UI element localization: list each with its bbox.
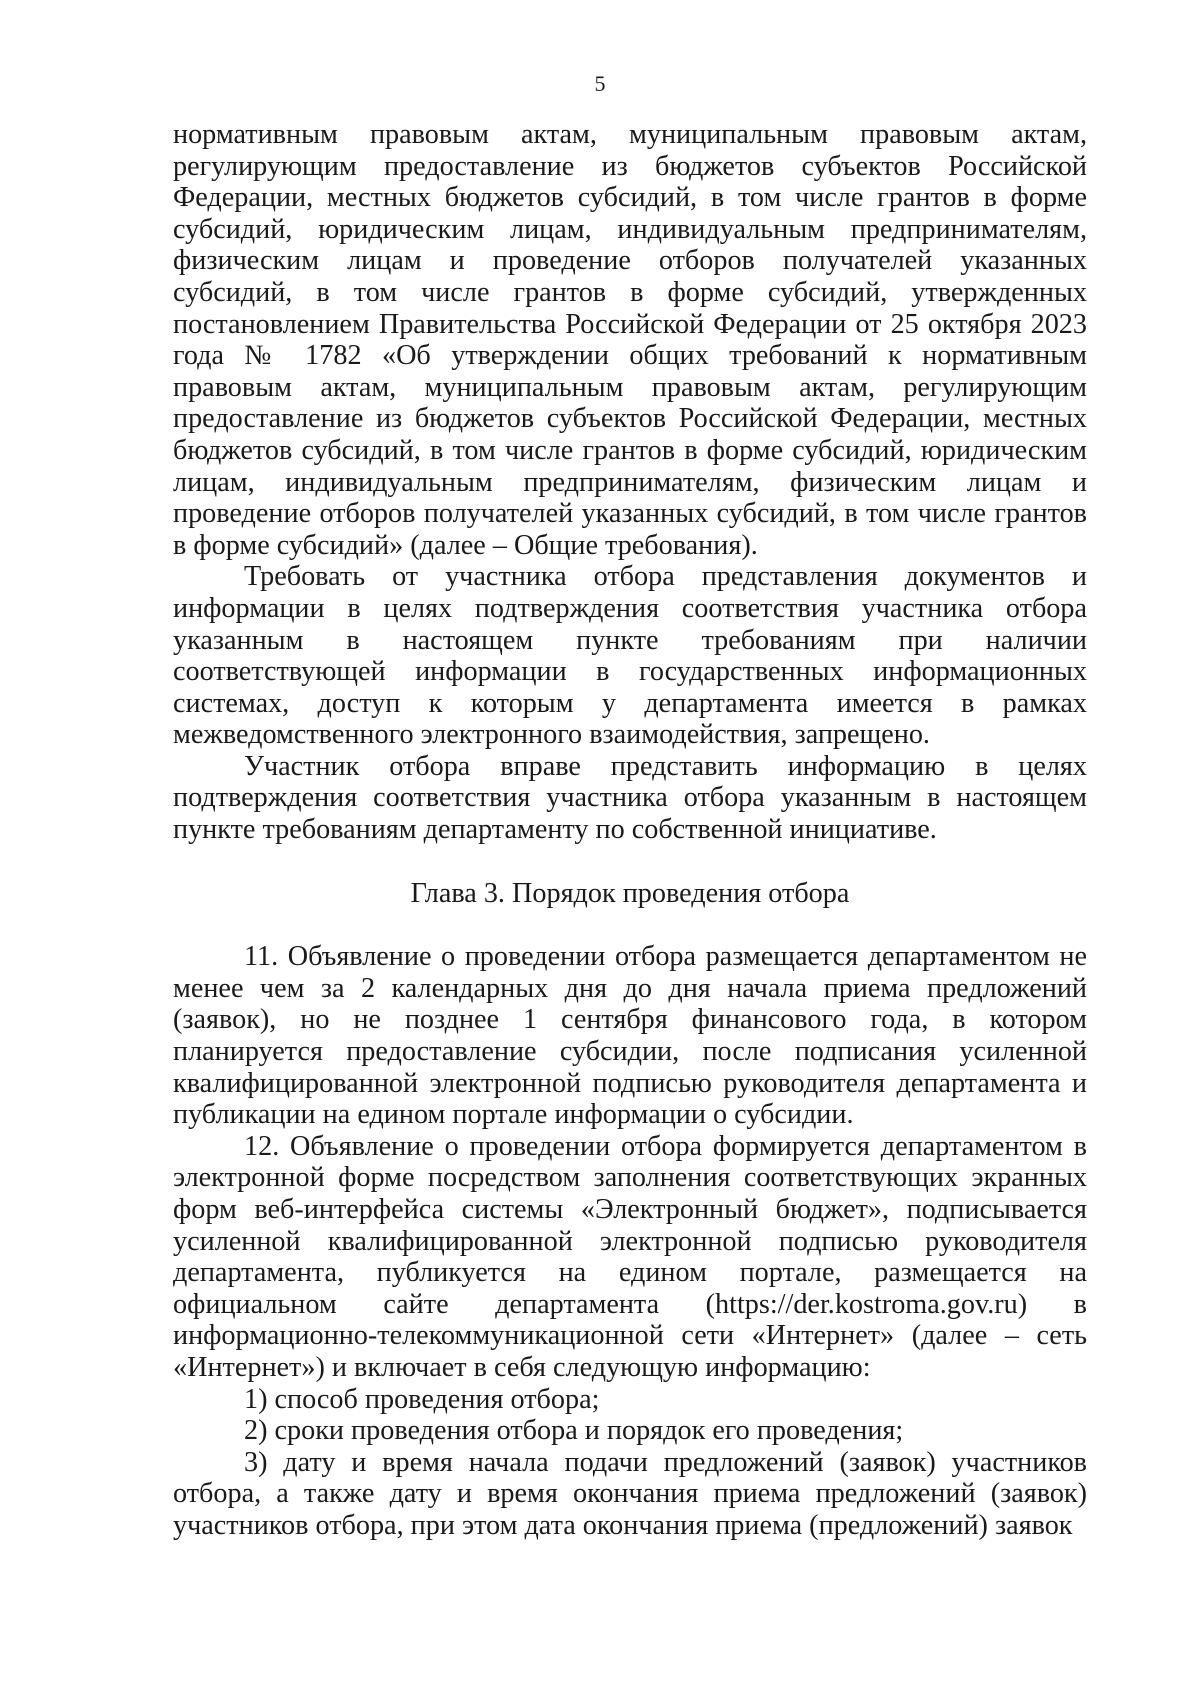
paragraph-continuation: нормативным правовым актам, муниципальным правовым актам, регулирующим предоставление из бюджетов субъектов Российской Федерации, местных бюджетов субсидий, в том числе грантов в форме субсидий, юридическим лицам, индивидуальным предпринимателям, физическим лицам и проведение отборов получателей указанных субсидий, в том числе грантов в форме субсидий, утвержденных постановлением Правительства Российской Федерации от 25 октября 2023 года № 1782 «Об утверждении общих требований к нормативным правовым актам, муниципальным правовым актам, регулирующим предоставление из бюджетов субъектов Российской Федерации, местных бюджетов субсидий, в том числе грантов в форме субсидий, юридическим лицам, индивидуальным предпринимателям, физическим лицам и проведение отборов получателей указанных субсидий, в том числе грантов в форме субсидий» (далее – Общие требования). (173, 119, 1087, 561)
document-body (173, 119, 1087, 1542)
list-item: 3) дату и время начала подачи предложений (заявок) участников отбора, а также дату и время окончания приема предложений (заявок) участников отбора, при этом дата окончания приема (предложений) заявок (173, 1446, 1087, 1541)
page-number: 5 (594, 71, 606, 96)
paragraph: Требовать от участника отбора представления документов и информации в целях подтверждения соответствия участника отбора указанным в настоящем пункте требованиям при наличии соответствующей информации в государственных информационных системах, доступ к которым у департамента имеется в рамках межведомственного электронного взаимодействия, запрещено. (173, 561, 1087, 751)
list-item: 1) способ проведения отбора; (244, 1383, 600, 1415)
paragraph-item-11: 11. Объявление о проведении отбора размещается департаментом не менее чем за 2 календарных дня до дня начала приема предложений (заявок), но не позднее 1 сентября финансового года, в котором планируется предоставление субсидии, после подписания усиленной квалифицированной электронной подписью руководителя департамента и публикации на едином портале информации о субсидии. (173, 941, 1087, 1131)
paragraph-item-12: 12. Объявление о проведении отбора формируется департаментом в электронной форме посредством заполнения соответствующих экранных форм веб-интерфейса системы «Электронный бюджет», подписывается усиленной квалифицированной электронной подписью руководителя департамента, публикуется на едином портале, размещается на официальном сайте департамента (https://der.kostroma.gov.ru) в информационно-телекоммуникационной сети «Интернет» (далее – сеть «Интернет») и включает в себя следующую информацию: (173, 1130, 1087, 1383)
paragraph: Участник отбора вправе представить информацию в целях подтверждения соответствия участника отбора указанным в настоящем пункте требованиям департаменту по собственной инициативе. (173, 750, 1087, 846)
list-item: 2) сроки проведения отбора и порядок его проведения; (244, 1415, 904, 1447)
chapter-title: Глава 3. Порядок проведения отбора (410, 877, 850, 909)
